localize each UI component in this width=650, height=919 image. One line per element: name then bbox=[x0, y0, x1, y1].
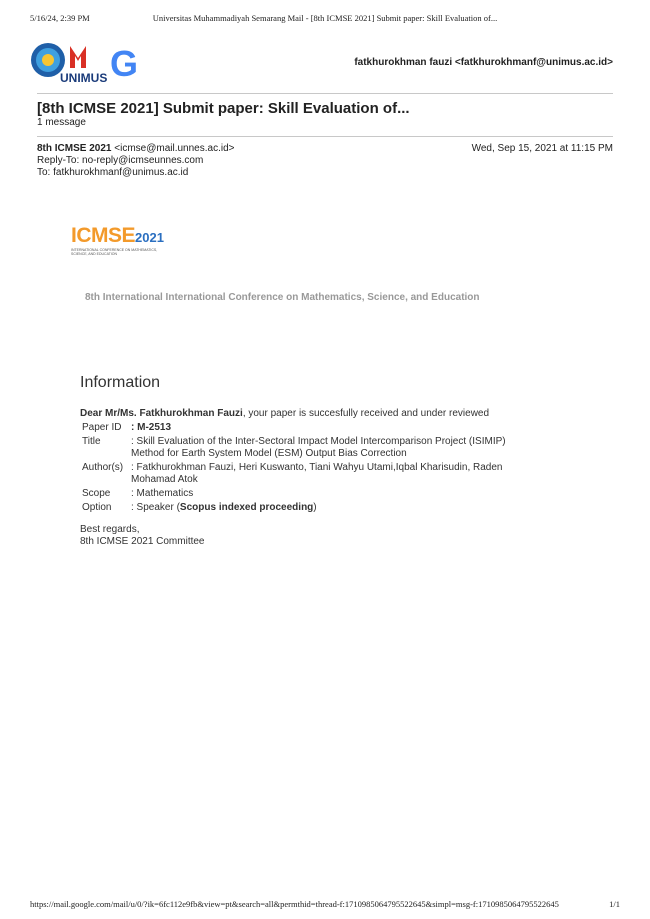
svg-text:G: G bbox=[110, 43, 139, 84]
table-row bbox=[80, 435, 543, 461]
recipient: To: fatkhurokhmanf@unimus.ac.id bbox=[37, 167, 189, 178]
detail-label: Option bbox=[82, 502, 112, 513]
detail-value: : Skill Evaluation of the Inter-Sectoral Impact Model Intercomparison Project (ISIMIP) Method for Earth System Model (ESM) Output Bias Correction bbox=[131, 436, 506, 459]
closing bbox=[80, 524, 205, 548]
divider bbox=[37, 93, 613, 94]
detail-value: : Speaker (Scopus indexed proceeding) bbox=[131, 502, 317, 513]
greeting-text: , your paper is succesfully received and under reviewed bbox=[242, 408, 490, 419]
table-row bbox=[80, 487, 543, 501]
detail-value: : Fatkhurokhman Fauzi, Heri Kuswanto, Tiani Wahyu Utami,Iqbal Kharisudin, Raden Mohamad Atok bbox=[131, 462, 503, 485]
print-url: https://mail.google.com/mail/u/0/?ik=6fc112e9fb&view=pt&search=all&permthid=thread-f:1710985064795522645&simpl=msg-f:1710985064795522645 bbox=[30, 899, 559, 909]
message-date: Wed, Sep 15, 2021 at 11:15 PM bbox=[471, 143, 613, 154]
email-subject: [8th ICMSE 2021] Submit paper: Skill Evaluation of... bbox=[37, 100, 410, 117]
icmse-logo-sub: INTERNATIONAL CONFERENCE ON MATHEMATICS, SCIENCE, AND EDUCATION bbox=[71, 248, 158, 256]
closing-signature: 8th ICMSE 2021 Committee bbox=[80, 536, 205, 547]
detail-value: : Mathematics bbox=[131, 488, 194, 499]
account-email: fatkhurokhman fauzi <fatkhurokhmanf@unimus.ac.id> bbox=[354, 57, 613, 68]
table-row bbox=[80, 461, 543, 487]
divider bbox=[37, 136, 613, 137]
detail-label: Title bbox=[82, 436, 101, 447]
print-datetime: 5/16/24, 2:39 PM bbox=[30, 13, 90, 23]
table-row bbox=[80, 501, 543, 515]
print-footer bbox=[30, 899, 620, 909]
svg-text:UNIMUS: UNIMUS bbox=[60, 71, 108, 85]
conference-name: 8th International International Conference on Mathematics, Science, and Education bbox=[85, 292, 480, 303]
print-header bbox=[30, 13, 620, 23]
icmse-logo-year: 2021 bbox=[135, 230, 164, 245]
detail-label: Paper ID bbox=[82, 422, 122, 433]
reply-to: Reply-To: no-reply@icmseunnes.com bbox=[37, 155, 204, 166]
icmse-logo-text: ICMSE bbox=[71, 224, 136, 247]
paper-details-table bbox=[80, 421, 543, 515]
page-number: 1/1 bbox=[609, 899, 620, 909]
header-bar bbox=[30, 38, 613, 88]
detail-value: : M-2513 bbox=[131, 422, 172, 433]
closing-regards: Best regards, bbox=[80, 524, 140, 535]
sender-email: <icmse@mail.unnes.ac.id> bbox=[114, 143, 235, 154]
message-count: 1 message bbox=[37, 117, 86, 128]
unimus-gmail-logo bbox=[30, 38, 150, 86]
detail-label: Scope bbox=[82, 488, 111, 499]
table-row bbox=[80, 421, 543, 435]
detail-label: Author(s) bbox=[82, 462, 124, 473]
sender-name: 8th ICMSE 2021 bbox=[37, 143, 112, 154]
section-heading: Information bbox=[80, 374, 161, 391]
greeting bbox=[80, 408, 489, 419]
sender-block bbox=[37, 143, 234, 179]
greeting-name: Dear Mr/Ms. Fatkhurokhman Fauzi bbox=[80, 408, 243, 419]
icmse-logo bbox=[71, 224, 164, 256]
print-title: Universitas Muhammadiyah Semarang Mail - [8th ICMSE 2021] Submit paper: Skill Evaluation of... bbox=[152, 13, 498, 23]
